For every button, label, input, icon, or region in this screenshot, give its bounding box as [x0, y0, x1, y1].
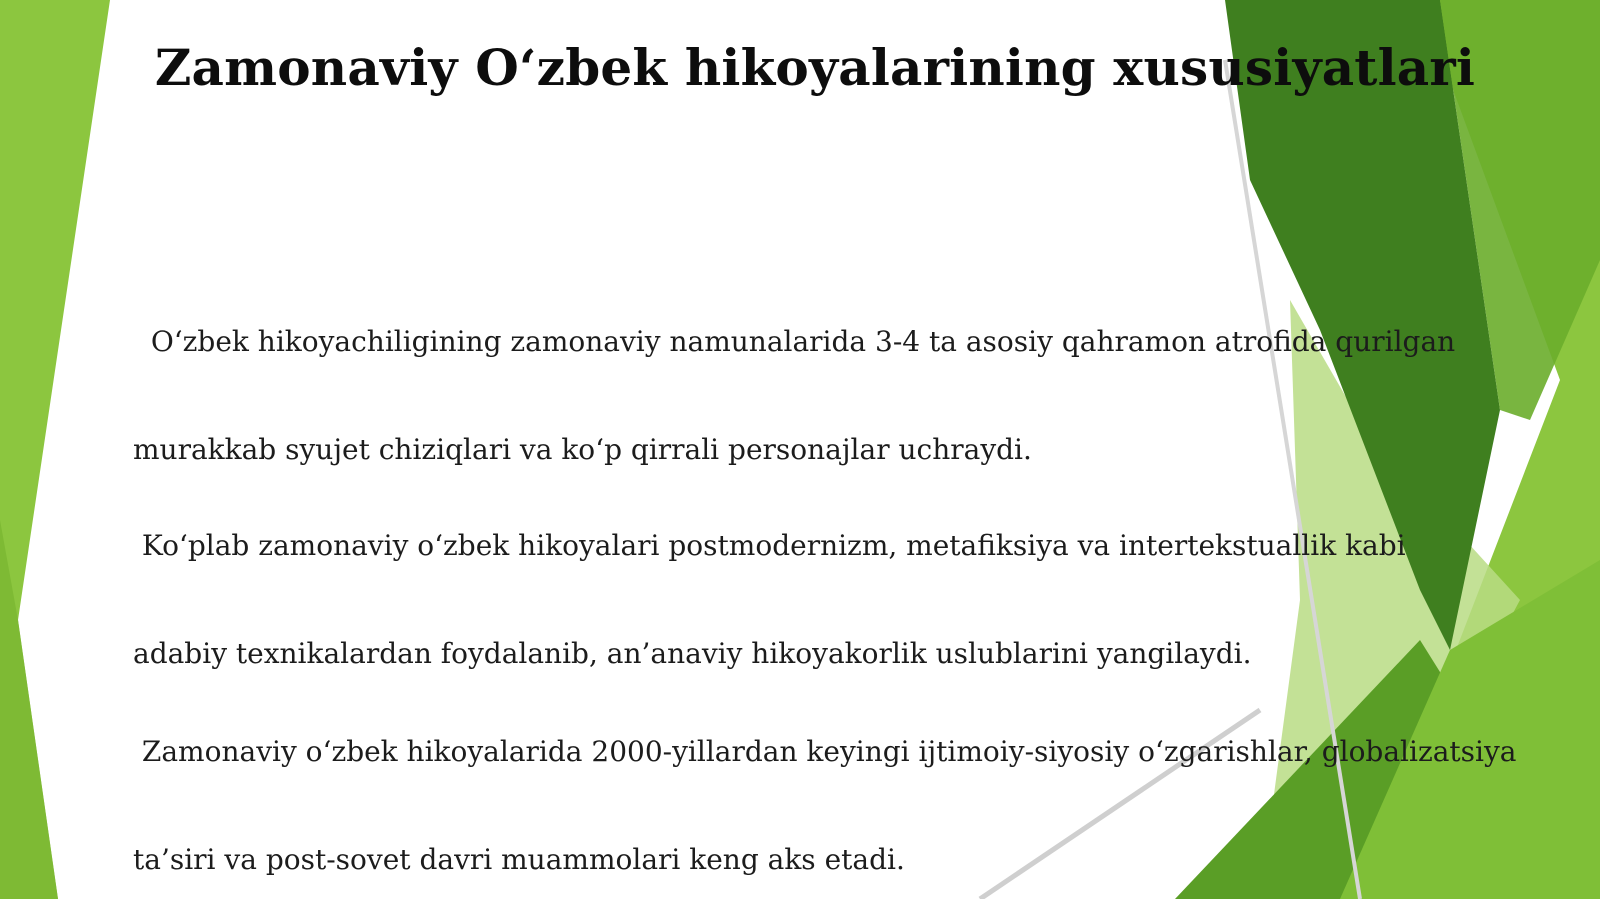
paragraph-2-line-1: Ko‘plab zamonaviy o‘zbek hikoyalari postmodernizm, metafiksiya va intertekstuallik kabi	[133, 529, 1406, 562]
paragraph-1-line-1: O‘zbek hikoyachiligining zamonaviy namunalarida 3-4 ta asosiy qahramon atrofida qurilgan	[133, 325, 1456, 358]
paragraph-2-line-2: adabiy texnikalardan foydalanib, an’anaviy hikoyakorlik uslublarini yangilaydi.	[133, 637, 1252, 670]
paragraph-3-line-2: ta’siri va post-sovet davri muammolari keng aks etadi.	[133, 843, 905, 876]
paragraph-1-line-2: murakkab syujet chiziqlari va ko‘p qirrali personajlar uchraydi.	[133, 433, 1032, 466]
slide-title: Zamonaviy O‘zbek hikoyalarining xususiyatlari	[154, 38, 1476, 97]
paragraph-3-line-1: Zamonaviy o‘zbek hikoyalarida 2000-yillardan keyingi ijtimoiy-siyosiy o‘zgarishlar, globalizatsiya	[133, 735, 1517, 768]
paragraph-3	[133, 662, 1573, 899]
left-green-shade	[0, 520, 58, 899]
